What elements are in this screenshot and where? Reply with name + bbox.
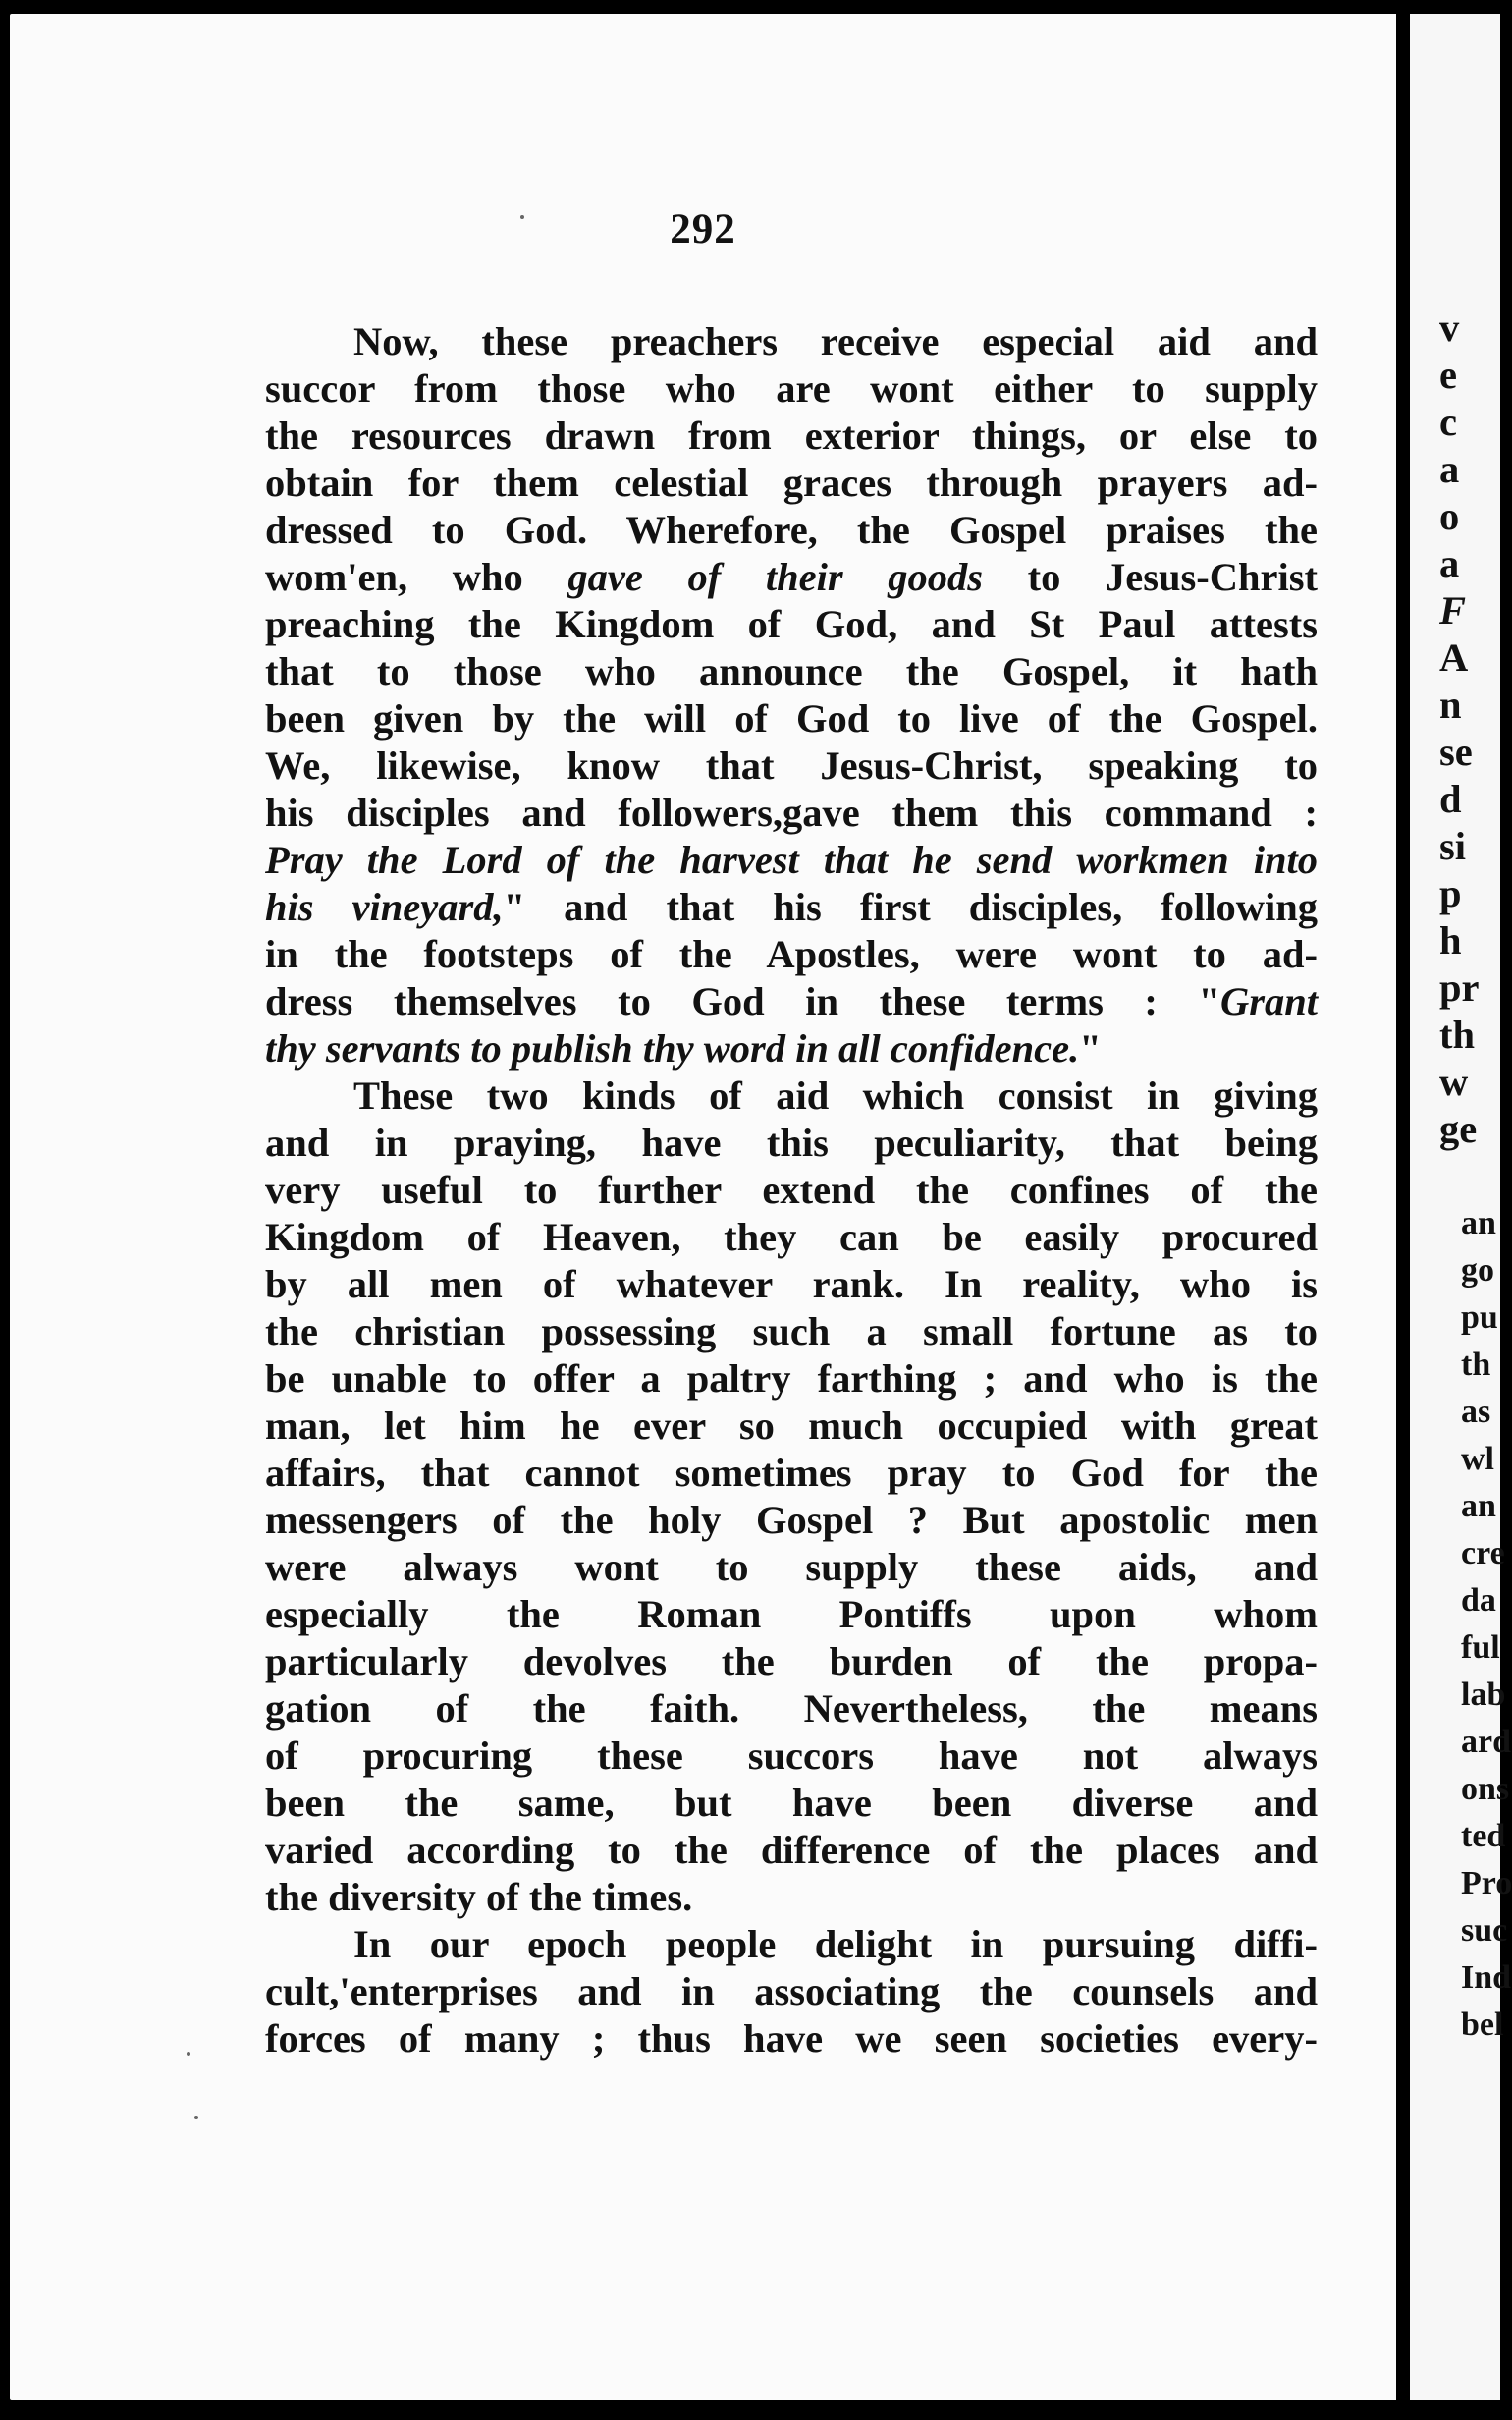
- text-line: that to those who announce the Gospel, it hath: [265, 649, 1318, 693]
- text-line: his disciples and followers,gave them this command :: [265, 791, 1318, 835]
- italic-phrase: gave of their goods: [567, 555, 984, 599]
- facing-fragment: Ind: [1461, 1959, 1512, 1996]
- italic-quote: his vineyard,: [265, 885, 504, 929]
- text-line: the diversity of the times.: [265, 1875, 693, 1919]
- text-line: especially the Roman Pontiffs upon whom: [265, 1592, 1318, 1636]
- facing-fragment: ge: [1439, 1107, 1478, 1151]
- facing-fragment: o: [1439, 494, 1460, 538]
- facing-fragment: w: [1439, 1060, 1469, 1104]
- text-line: particularly devolves the burden of the propa-: [265, 1639, 1318, 1683]
- text-line: by all men of whatever rank. In reality, who is: [265, 1262, 1318, 1306]
- page-number: 292: [670, 206, 736, 252]
- text-line: varied according to the difference of the places and: [265, 1828, 1318, 1872]
- facing-fragment: ard: [1461, 1724, 1511, 1760]
- text-span: " and that his first disciples, following: [503, 885, 1318, 929]
- facing-fragment: a: [1439, 541, 1460, 585]
- text-line: [265, 554, 1318, 601]
- facing-fragment: th: [1461, 1347, 1491, 1383]
- facing-fragment: e: [1439, 353, 1457, 397]
- text-span: dress themselves to God in these terms : ": [265, 979, 1220, 1023]
- text-line: [265, 884, 1318, 931]
- text-line: be unable to offer a paltry farthing ; and who is the: [265, 1356, 1318, 1401]
- facing-fragment: a: [1439, 447, 1460, 491]
- text-line: dressed to God. Wherefore, the Gospel praises the: [265, 508, 1318, 552]
- facing-fragment: th: [1439, 1013, 1476, 1057]
- text-line: forces of many ; thus have we seen societies every-: [265, 2016, 1318, 2061]
- italic-quote: Grant: [1219, 979, 1318, 1023]
- facing-fragment: as: [1461, 1394, 1491, 1430]
- text-line: Kingdom of Heaven, they can be easily procured: [265, 1215, 1318, 1259]
- text-line: man, let him he ever so much occupied with great: [265, 1403, 1318, 1448]
- text-span: ": [1079, 1026, 1102, 1071]
- facing-fragment: an: [1461, 1205, 1496, 1241]
- left-page: [10, 14, 1396, 2400]
- text-line: messengers of the holy Gospel ? But apostolic men: [265, 1498, 1318, 1542]
- facing-fragment: lab: [1461, 1677, 1506, 1713]
- facing-fragment: A: [1439, 635, 1469, 680]
- facing-fragment: wl: [1461, 1441, 1494, 1477]
- text-line: cult,'enterprises and in associating the counsels and: [265, 1969, 1318, 2013]
- scan-speck: [194, 2116, 198, 2119]
- text-line: succor from those who are wont either to supply: [265, 366, 1318, 411]
- scan-speck: [520, 215, 524, 219]
- facing-fragment: h: [1439, 918, 1462, 962]
- facing-fragment: bel: [1461, 2007, 1504, 2043]
- facing-fragment: n: [1439, 683, 1462, 727]
- text-line: in the footsteps of the Apostles, were wont to ad-: [265, 932, 1318, 976]
- text-span: to Jesus-Christ: [1027, 555, 1319, 599]
- facing-fragment: p: [1439, 871, 1462, 915]
- text-line: the resources drawn from exterior things, or else to: [265, 413, 1318, 458]
- facing-fragment: an: [1461, 1488, 1496, 1524]
- text-line: very useful to further extend the confines of the: [265, 1168, 1318, 1212]
- text-line: and in praying, have this peculiarity, that being: [265, 1121, 1318, 1165]
- facing-fragment: ons: [1461, 1771, 1510, 1807]
- text-span: wom'en, who: [265, 555, 523, 599]
- text-line: In our epoch people delight in pursuing diffi-: [353, 1922, 1318, 1966]
- facing-fragment: go: [1461, 1252, 1494, 1289]
- facing-fragment: pu: [1461, 1299, 1498, 1336]
- text-line: obtain for them celestial graces through prayers ad-: [265, 461, 1318, 505]
- facing-page-edge: [1410, 14, 1512, 2400]
- text-line: Now, these preachers receive especial aid and: [353, 319, 1318, 363]
- italic-quote: thy servants to publish thy word in all confidence.: [265, 1026, 1080, 1071]
- book-gutter: [1396, 0, 1410, 2420]
- facing-fragment: da: [1461, 1582, 1496, 1619]
- facing-fragment: suc: [1461, 1912, 1508, 1949]
- facing-fragment: ful: [1461, 1629, 1500, 1666]
- facing-fragment: F: [1439, 588, 1467, 632]
- text-line: gation of the faith. Nevertheless, the means: [265, 1686, 1318, 1731]
- text-line: of procuring these succors have not always: [265, 1733, 1318, 1778]
- text-line: We, likewise, know that Jesus-Christ, speaking to: [265, 743, 1318, 788]
- facing-fragment: v: [1439, 305, 1460, 350]
- facing-fragment: ted: [1461, 1818, 1506, 1854]
- facing-fragment: d: [1439, 777, 1462, 821]
- text-line: [265, 837, 1318, 884]
- text-line: been the same, but have been diverse and: [265, 1781, 1318, 1825]
- text-line: [265, 1025, 1318, 1072]
- facing-fragment: Pro: [1461, 1865, 1512, 1901]
- text-line: the christian possessing such a small fortune as to: [265, 1309, 1318, 1353]
- scan-speck: [187, 2052, 190, 2056]
- text-line: were always wont to supply these aids, and: [265, 1545, 1318, 1589]
- facing-fragment: c: [1439, 400, 1457, 444]
- text-line: affairs, that cannot sometimes pray to God for the: [265, 1451, 1318, 1495]
- facing-fragment: se: [1439, 730, 1473, 774]
- italic-quote: Pray the Lord of the harvest that he send workmen into: [265, 838, 1318, 882]
- text-line: [265, 978, 1318, 1025]
- text-line: been given by the will of God to live of the Gospel.: [265, 696, 1318, 741]
- text-line: preaching the Kingdom of God, and St Paul attests: [265, 602, 1318, 646]
- facing-fragment: pr: [1439, 965, 1480, 1010]
- facing-fragment: si: [1439, 824, 1467, 868]
- facing-fragment: cre: [1461, 1535, 1505, 1571]
- text-line: These two kinds of aid which consist in giving: [353, 1073, 1318, 1118]
